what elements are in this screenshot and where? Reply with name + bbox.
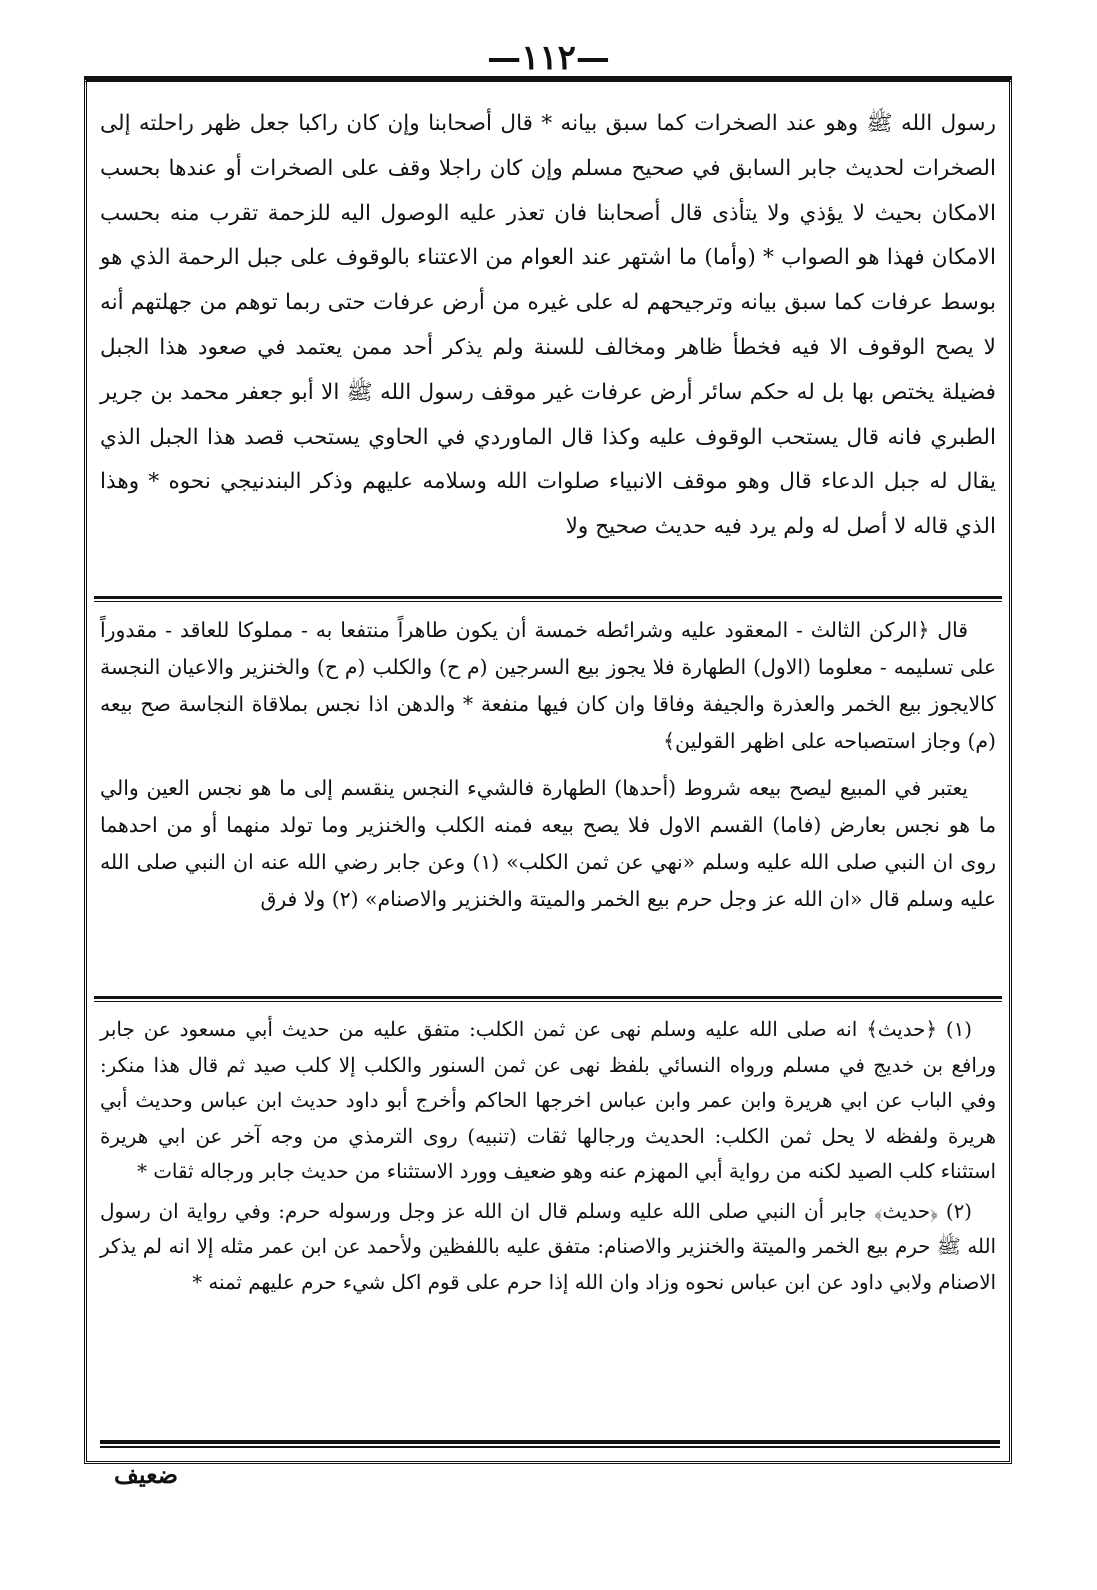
footnote-divider: [94, 996, 1002, 1002]
commentary-explanation: يعتبر في المبيع ليصح بيعه شروط (أحدها) الطهارة فالشيء النجس ينقسم إلى ما هو نجس العين والي ما هو نجس بعارض (فاما) القسم الاول فلا يصح بيعه فمنه الكلب والخنزير وما تولد منهما أو من احدهما روى ان النبي صلى الله عليه وسلم «نهي عن ثمن الكلب» (١) وعن جابر رضي الله عنه ان النبي صلى الله عليه وسلم قال «ان الله عز وجل حرم بيع الخمر والميتة والخنزير والاصنام» (٢) ولا فرق: [100, 776, 996, 911]
footnote-2: (٢) ﴿حديث﴾ جابر أن النبي صلى الله عليه وسلم قال ان الله عز وجل ورسوله حرم: وفي رواية ان رسول الله ﷺ حرم بيع الخمر والميتة والخنزير والاصنام: متفق عليه باللفظين ولأحمد عن ابن عمر مثله إلا انه لم يذكر الاصنام ولابي داود عن ابن عباس نحوه وزاد وان الله إذا حرم على قوم اكل شيء حرم عليهم ثمنه *: [100, 1199, 996, 1294]
section-divider: [94, 596, 1002, 602]
commentary-section: [100, 612, 996, 992]
main-text-paragraph: رسول الله ﷺ وهو عند الصخرات كما سبق بيانه * قال أصحابنا وإن كان راكبا جعل ظهر راحلته إلى الصخرات لحديث جابر السابق في صحيح مسلم وإن كان راجلا وقف على الصخرات أو عندها بحسب الامكان بحيث لا يؤذي ولا يتأذى قال أصحابنا فان تعذر عليه الوصول اليه للزحمة تقرب منه بحسب الامكان فهذا هو الصواب * (وأما) ما اشتهر عند العوام من الاعتناء بالوقوف على جبل الرحمة الذي هو بوسط عرفات كما سبق بيانه وترجيحهم له على غيره من أرض عرفات حتى ربما توهم من جهلتهم أنه لا يصح الوقوف الا فيه فخطأ ظاهر ومخالف للسنة ولم يذكر أحد ممن يعتمد في صعود هذا الجبل فضيلة يختص بها بل له حكم سائر أرض عرفات غير موقف رسول الله ﷺ الا أبو جعفر محمد بن جرير الطبري فانه قال يستحب الوقوف عليه وكذا قال الماوردي في الحاوي يستحب قصد هذا الجبل الذي يقال له جبل الدعاء قال وهو موقف الانبياء صلوات الله وسلامه عليهم وذكر البندنيجي نحوه * وهذا الذي قاله لا أصل له ولم يرد فيه حديث صحيح ولا: [100, 111, 996, 540]
catchword: ضعيف: [114, 1460, 179, 1489]
main-text: [100, 102, 996, 592]
footnotes-section: [100, 1012, 996, 1432]
page-number: —١١٢—: [487, 38, 610, 78]
footnote-1: (١) ﴿حديث﴾ انه صلى الله عليه وسلم نهى عن ثمن الكلب: متفق عليه من حديث أبي مسعود عن جابر ورافع بن خديج في مسلم ورواه النسائي بلفظ نهى عن ثمن السنور والكلب إلا كلب صيد ثم قال هذا منكر: وفي الباب عن ابي هريرة وابن عمر وابن عباس اخرجها الحاكم وأخرج أبو داود حديث ابن عباس وحديث أبي هريرة ولفظه لا يحل ثمن الكلب: الحديث ورجالها ثقات (تنبيه) روى الترمذي من وجه آخر عن ابي هريرة استثناء كلب الصيد لكنه من رواية أبي المهزم عنه وهو ضعيف وورد الاستثناء من حديث جابر ورجاله ثقات *: [100, 1018, 996, 1183]
commentary-quote: قال ﴿الركن الثالث - المعقود عليه وشرائطه خمسة أن يكون طاهراً منتفعا به - مملوكا للعاقد - مقدوراً على تسليمه - معلوما (الاول) الطهارة فلا يجوز بيع السرجين (م ح) والكلب (م ح) والخنزير والاعيان النجسة كالايجوز بيع الخمر والعذرة والجيفة وفاقا وان كان فيها منفعة * والدهن اذا نجس بملاقاة النجاسة صح بيعه (م) وجاز استصباحه على اظهر القولين﴾: [100, 618, 996, 753]
bottom-rule: [100, 1440, 1000, 1448]
